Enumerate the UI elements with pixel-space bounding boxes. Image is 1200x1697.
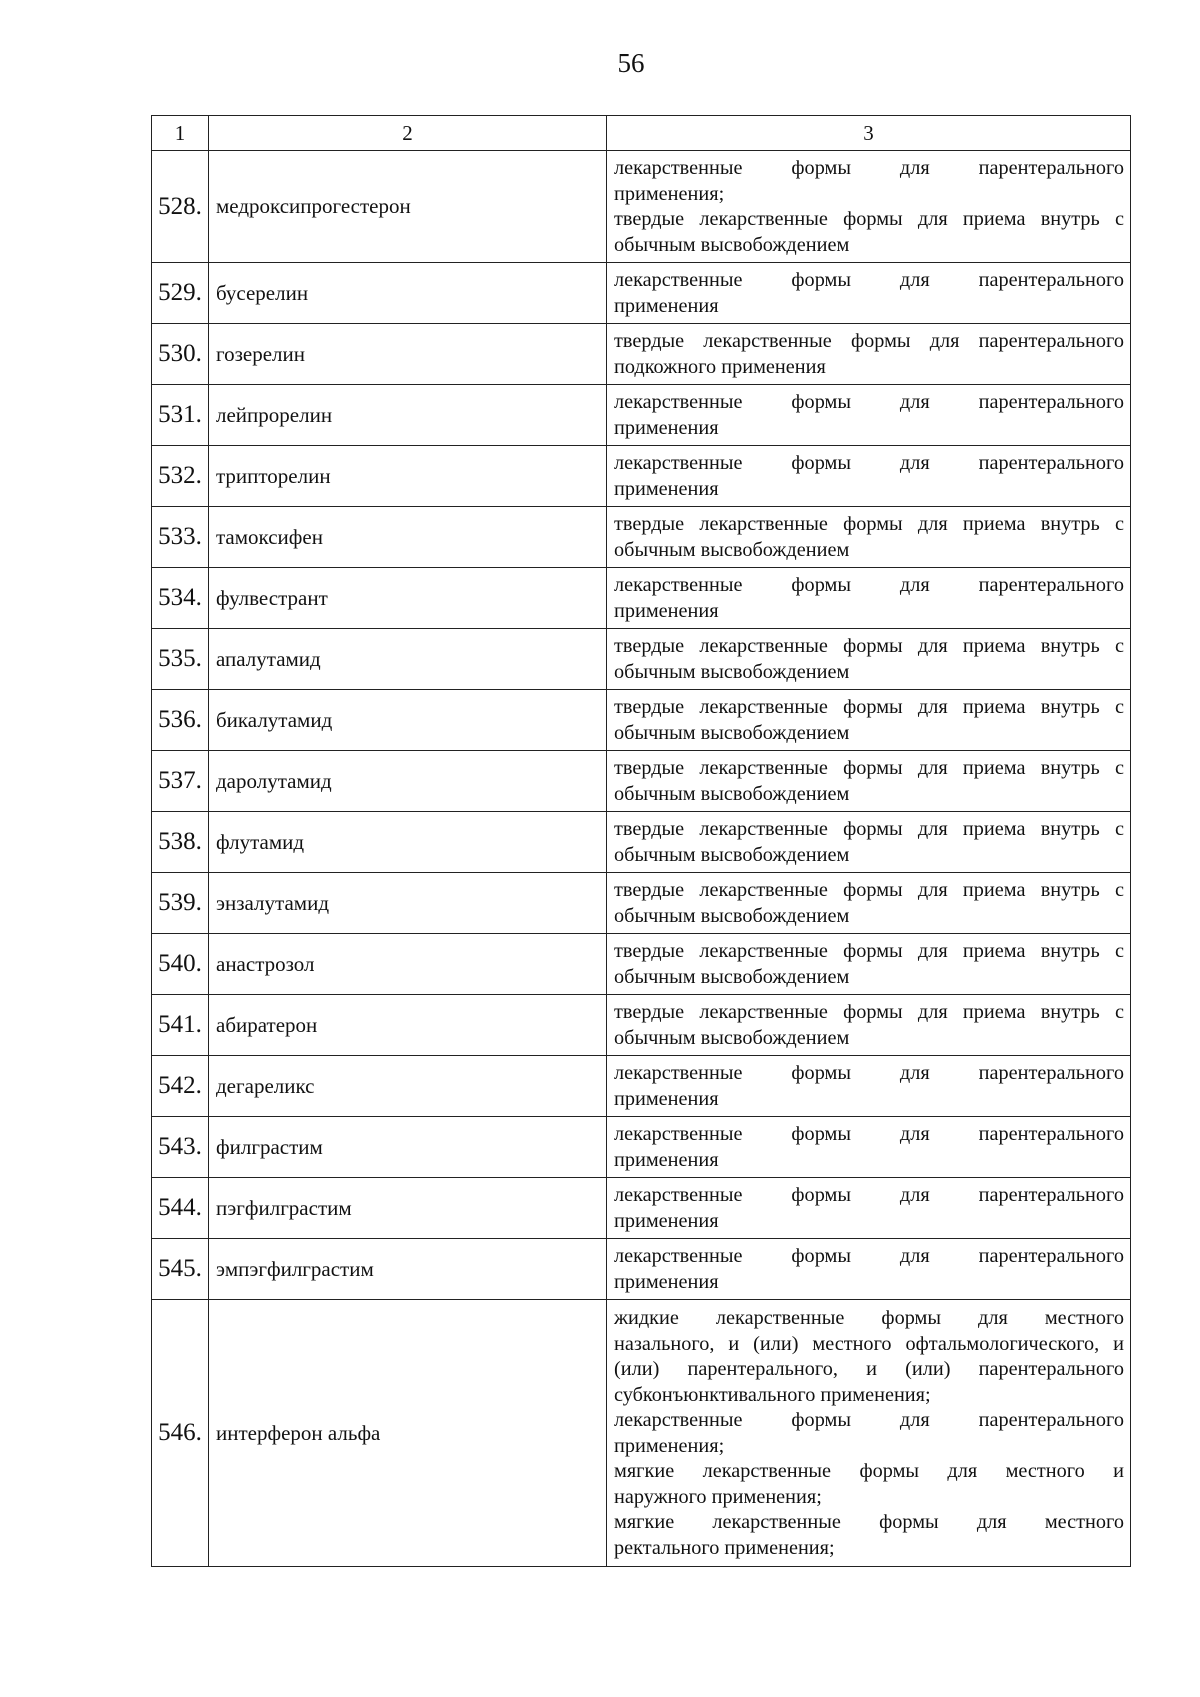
dosage-form-line: лекарственные формы для парентерального bbox=[614, 452, 1124, 474]
dosage-form-line: применения; bbox=[614, 182, 725, 205]
table-row bbox=[152, 446, 1131, 507]
column-header-1: 1 bbox=[152, 116, 209, 151]
dosage-form-line: обычным высвобождением bbox=[614, 538, 850, 561]
drug-name: анастрозол bbox=[209, 934, 607, 995]
table-row bbox=[152, 324, 1131, 385]
dosage-forms bbox=[607, 151, 1131, 263]
dosage-form-line: лекарственные формы для парентерального bbox=[614, 1123, 1124, 1145]
dosage-forms bbox=[607, 629, 1131, 690]
row-number: 537. bbox=[152, 751, 209, 812]
row-number: 531. bbox=[152, 385, 209, 446]
dosage-form-line: применения bbox=[614, 294, 719, 317]
dosage-form-line: твердые лекарственные формы для приема внутрь с bbox=[614, 879, 1124, 901]
dosage-form-line: лекарственные формы для парентерального bbox=[614, 574, 1124, 596]
dosage-forms bbox=[607, 1178, 1131, 1239]
drug-name: эмпэгфилграстим bbox=[209, 1239, 607, 1300]
dosage-form-line: обычным высвобождением bbox=[614, 965, 850, 988]
table-row bbox=[152, 1239, 1131, 1300]
row-number: 530. bbox=[152, 324, 209, 385]
dosage-forms bbox=[607, 1239, 1131, 1300]
dosage-form-line: обычным высвобождением bbox=[614, 904, 850, 927]
dosage-form-line: твердые лекарственные формы для приема внутрь с bbox=[614, 696, 1124, 718]
page-number: 56 bbox=[617, 48, 645, 78]
table-row bbox=[152, 1300, 1131, 1567]
drug-name: энзалутамид bbox=[209, 873, 607, 934]
row-number: 540. bbox=[152, 934, 209, 995]
table-row bbox=[152, 1178, 1131, 1239]
dosage-forms bbox=[607, 934, 1131, 995]
drug-name: флутамид bbox=[209, 812, 607, 873]
drug-name: бикалутамид bbox=[209, 690, 607, 751]
dosage-form-line: обычным высвобождением bbox=[614, 843, 850, 866]
dosage-form-line: мягкие лекарственные формы для местного bbox=[614, 1511, 1124, 1533]
row-number: 538. bbox=[152, 812, 209, 873]
drug-name: трипторелин bbox=[209, 446, 607, 507]
dosage-form-line: подкожного применения bbox=[614, 355, 826, 378]
row-number: 539. bbox=[152, 873, 209, 934]
table-row bbox=[152, 629, 1131, 690]
row-number: 534. bbox=[152, 568, 209, 629]
table-row bbox=[152, 751, 1131, 812]
row-number: 542. bbox=[152, 1056, 209, 1117]
dosage-forms bbox=[607, 751, 1131, 812]
dosage-form-line: применения bbox=[614, 1270, 719, 1293]
table-row bbox=[152, 1056, 1131, 1117]
dosage-forms bbox=[607, 568, 1131, 629]
dosage-form-line: назального, и (или) местного офтальмологического, и bbox=[614, 1332, 1124, 1355]
dosage-form-line: ректального применения; bbox=[614, 1536, 835, 1559]
drug-name: филграстим bbox=[209, 1117, 607, 1178]
table-row bbox=[152, 812, 1131, 873]
drug-name: лейпрорелин bbox=[209, 385, 607, 446]
row-number: 546. bbox=[152, 1300, 209, 1567]
table-row bbox=[152, 1117, 1131, 1178]
dosage-form-line: лекарственные формы для парентерального bbox=[614, 157, 1124, 179]
dosage-form-line: применения bbox=[614, 416, 719, 439]
drug-name: медроксипрогестерон bbox=[209, 151, 607, 263]
drug-name: фулвестрант bbox=[209, 568, 607, 629]
dosage-form-line: твердые лекарственные формы для приема внутрь с bbox=[614, 940, 1124, 962]
table-row bbox=[152, 151, 1131, 263]
row-number: 536. bbox=[152, 690, 209, 751]
dosage-form-line: лекарственные формы для парентерального bbox=[614, 269, 1124, 291]
dosage-form-line: лекарственные формы для парентерального bbox=[614, 391, 1124, 413]
table-row bbox=[152, 995, 1131, 1056]
row-number: 544. bbox=[152, 1178, 209, 1239]
row-number: 528. bbox=[152, 151, 209, 263]
dosage-form-line: обычным высвобождением bbox=[614, 1026, 850, 1049]
row-number: 545. bbox=[152, 1239, 209, 1300]
dosage-form-line: твердые лекарственные формы для приема внутрь с bbox=[614, 513, 1124, 535]
dosage-form-line: обычным высвобождением bbox=[614, 660, 850, 683]
dosage-form-line: лекарственные формы для парентерального bbox=[614, 1184, 1124, 1206]
dosage-forms bbox=[607, 995, 1131, 1056]
table-header-row bbox=[152, 116, 1131, 151]
dosage-form-line: твердые лекарственные формы для приема внутрь с bbox=[614, 757, 1124, 779]
drug-name: интерферон альфа bbox=[209, 1300, 607, 1567]
row-number: 543. bbox=[152, 1117, 209, 1178]
dosage-forms bbox=[607, 507, 1131, 568]
table-row bbox=[152, 934, 1131, 995]
table-row bbox=[152, 263, 1131, 324]
dosage-form-line: обычным высвобождением bbox=[614, 782, 850, 805]
dosage-form-line: обычным высвобождением bbox=[614, 233, 850, 256]
dosage-form-line: (или) парентерального, и (или) парентерального bbox=[614, 1358, 1124, 1380]
dosage-forms bbox=[607, 385, 1131, 446]
row-number: 533. bbox=[152, 507, 209, 568]
dosage-forms bbox=[607, 324, 1131, 385]
dosage-form-line: лекарственные формы для парентерального bbox=[614, 1409, 1124, 1431]
drug-name: пэгфилграстим bbox=[209, 1178, 607, 1239]
dosage-forms bbox=[607, 263, 1131, 324]
dosage-form-line: применения; bbox=[614, 1434, 725, 1457]
drug-name: бусерелин bbox=[209, 263, 607, 324]
drug-name: апалутамид bbox=[209, 629, 607, 690]
dosage-forms bbox=[607, 1117, 1131, 1178]
drug-name: даролутамид bbox=[209, 751, 607, 812]
drug-name: тамоксифен bbox=[209, 507, 607, 568]
dosage-form-line: наружного применения; bbox=[614, 1485, 822, 1508]
dosage-forms bbox=[607, 446, 1131, 507]
dosage-form-line: твердые лекарственные формы для приема внутрь с bbox=[614, 818, 1124, 840]
dosage-form-line: твердые лекарственные формы для приема внутрь с bbox=[614, 635, 1124, 657]
dosage-form-line: применения bbox=[614, 599, 719, 622]
dosage-form-line: твердые лекарственные формы для приема внутрь с bbox=[614, 1001, 1124, 1023]
dosage-forms bbox=[607, 873, 1131, 934]
drug-table bbox=[151, 115, 1131, 1567]
dosage-form-line: применения bbox=[614, 477, 719, 500]
dosage-form-line: применения bbox=[614, 1209, 719, 1232]
dosage-forms bbox=[607, 1056, 1131, 1117]
dosage-form-line: лекарственные формы для парентерального bbox=[614, 1062, 1124, 1084]
dosage-form-line: применения bbox=[614, 1148, 719, 1171]
row-number: 541. bbox=[152, 995, 209, 1056]
table-row bbox=[152, 568, 1131, 629]
dosage-form-line: жидкие лекарственные формы для местного bbox=[614, 1307, 1124, 1329]
dosage-form-line: твердые лекарственные формы для парентерального bbox=[614, 330, 1124, 352]
dosage-forms bbox=[607, 812, 1131, 873]
dosage-form-line: обычным высвобождением bbox=[614, 721, 850, 744]
dosage-form-line: мягкие лекарственные формы для местного и bbox=[614, 1460, 1124, 1482]
drug-name: гозерелин bbox=[209, 324, 607, 385]
table-row bbox=[152, 507, 1131, 568]
column-header-3: 3 bbox=[607, 116, 1131, 151]
dosage-forms bbox=[607, 1300, 1131, 1567]
table-row bbox=[152, 690, 1131, 751]
dosage-form-line: лекарственные формы для парентерального bbox=[614, 1245, 1124, 1267]
dosage-forms bbox=[607, 690, 1131, 751]
drug-name: абиратерон bbox=[209, 995, 607, 1056]
drug-name: дегареликс bbox=[209, 1056, 607, 1117]
row-number: 532. bbox=[152, 446, 209, 507]
dosage-form-line: твердые лекарственные формы для приема внутрь с bbox=[614, 208, 1124, 230]
dosage-form-line: применения bbox=[614, 1087, 719, 1110]
table-row bbox=[152, 385, 1131, 446]
dosage-form-line: субконъюнктивального применения; bbox=[614, 1383, 931, 1406]
table-row bbox=[152, 873, 1131, 934]
row-number: 529. bbox=[152, 263, 209, 324]
column-header-2: 2 bbox=[209, 116, 607, 151]
row-number: 535. bbox=[152, 629, 209, 690]
